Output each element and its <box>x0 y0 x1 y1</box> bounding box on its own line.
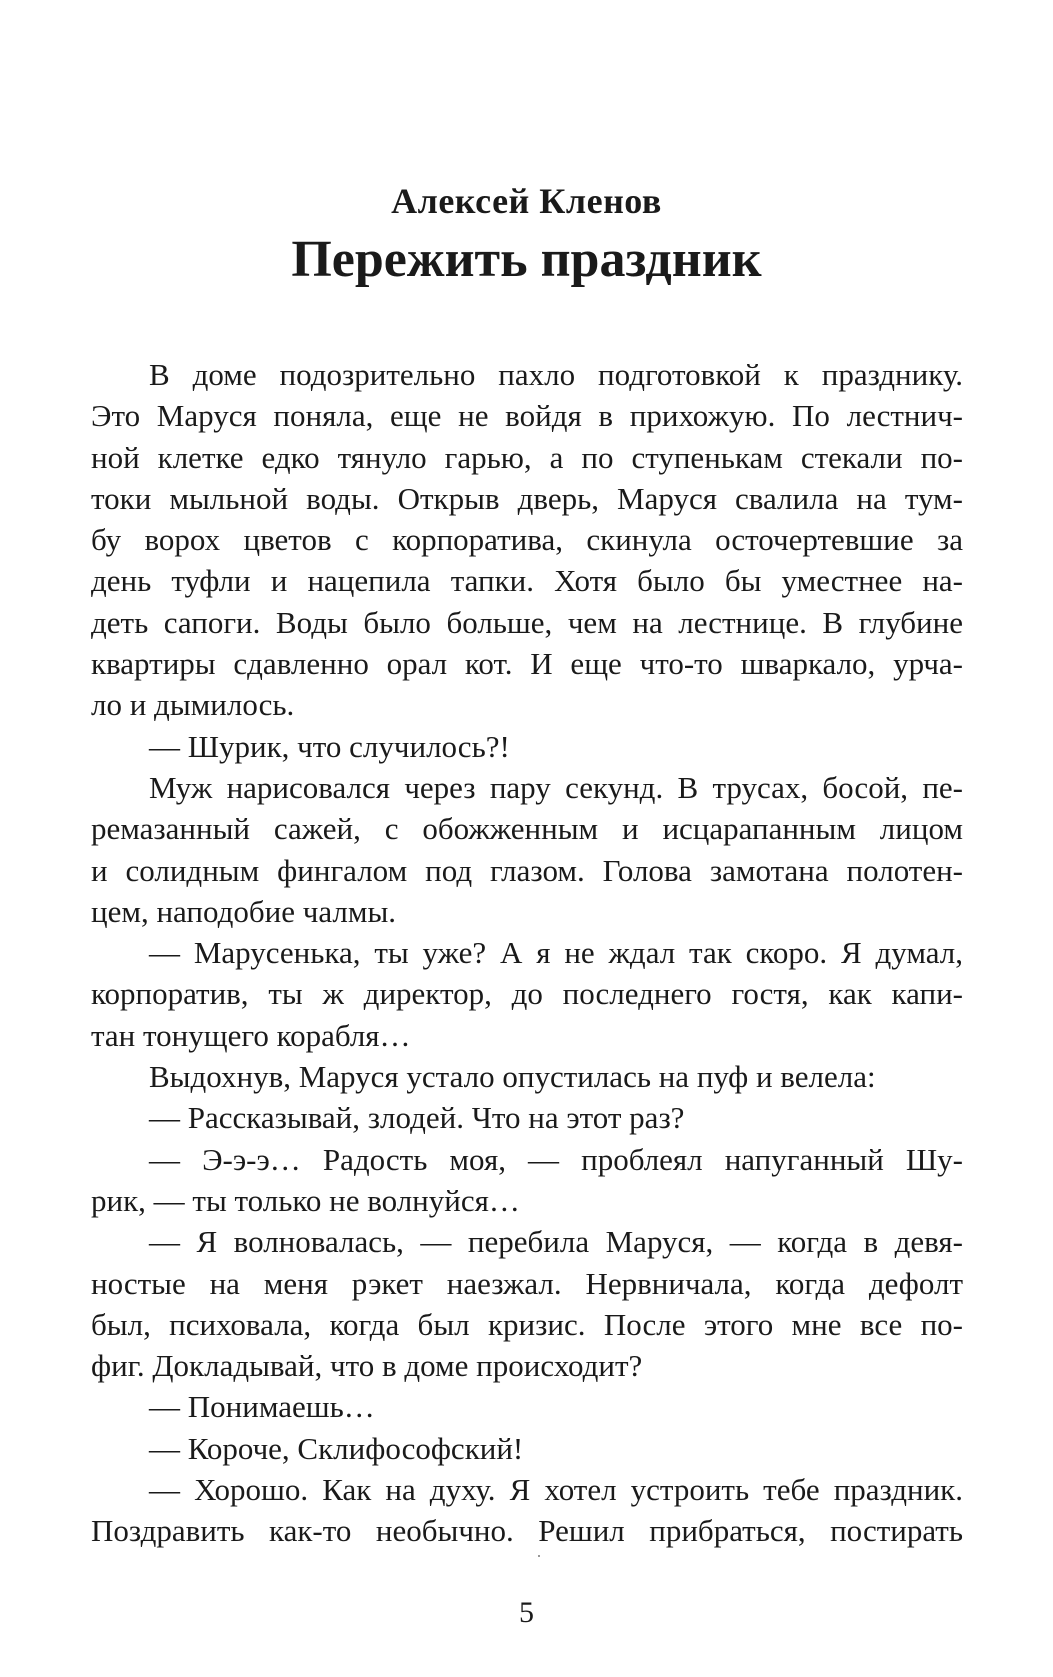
text-line: корпоратив, ты ж директор, до последнего гостя, как капи- <box>91 976 963 1012</box>
text-line: рик, — ты только не волнуйся… <box>91 1182 520 1218</box>
text-line: — Я волновалась, — перебила Маруся, — когда в девя- <box>149 1224 963 1260</box>
text-line: квартиры сдавленно орал кот. И еще что-то шваркало, урча- <box>91 646 963 682</box>
text-line: деть сапоги. Воды было больше, чем на лестнице. В глубине <box>91 604 963 640</box>
text-line: — Рассказывай, злодей. Что на этот раз? <box>149 1100 685 1136</box>
text-line: цем, наподобие чалмы. <box>91 893 397 929</box>
text-line: и солидным фингалом под глазом. Голова замотана полотен- <box>91 852 963 888</box>
text-line: токи мыльной воды. Открыв дверь, Маруся свалила на тум- <box>91 480 963 516</box>
text-line: тан тонущего корабля… <box>91 1017 411 1053</box>
text-line: ностые на меня рэкет наезжал. Нервничала, когда дефолт <box>91 1265 963 1301</box>
text-line: — Шурик, что случилось?! <box>149 728 510 764</box>
text-line: бу ворох цветов с корпоратива, скинула осточертевшие за <box>91 522 963 558</box>
text-line: Поздравить как-то необычно. Решил прибраться, постирать <box>91 1513 963 1549</box>
text-line: — Понимаешь… <box>149 1389 375 1425</box>
text-line: Выдохнув, Маруся устало опустилась на пуф и велела: <box>149 1059 876 1095</box>
story-title: Пережить праздник <box>291 231 762 288</box>
text-line: день туфли и нацепила тапки. Хотя было бы уместнее на- <box>91 563 963 599</box>
page-number: 5 <box>519 1596 534 1629</box>
text-line: — Хорошо. Как на духу. Я хотел устроить тебе праздник. <box>149 1472 963 1508</box>
text-line: — Короче, Склифософский! <box>149 1430 524 1466</box>
text-line: ремазанный сажей, с обожженным и исцарапанным лицом <box>91 811 963 847</box>
text-line: — Э-э-э… Радость моя, — проблеял напуганный Шу- <box>149 1141 963 1177</box>
text-line: ло и дымилось. <box>91 687 295 723</box>
author-name: Алексей Кленов <box>391 181 662 221</box>
text-line: В доме подозрительно пахло подготовкой к празднику. <box>149 357 963 392</box>
text-line: был, психовала, когда был кризис. После этого мне все по- <box>91 1306 963 1342</box>
text-line: Муж нарисовался через пару секунд. В трусах, босой, пе- <box>149 769 963 805</box>
text-line: — Марусенька, ты уже? А я не ждал так скоро. Я думал, <box>149 935 963 971</box>
story-body <box>91 354 963 1552</box>
text-line: Это Маруся поняла, еще не войдя в прихожую. По лестнич- <box>91 398 963 434</box>
text-line: ной клетке едко тянуло гарью, а по ступенькам стекали по- <box>91 439 963 475</box>
print-speck <box>538 1555 540 1557</box>
text-line: фиг. Докладывай, что в доме происходит? <box>91 1348 643 1384</box>
